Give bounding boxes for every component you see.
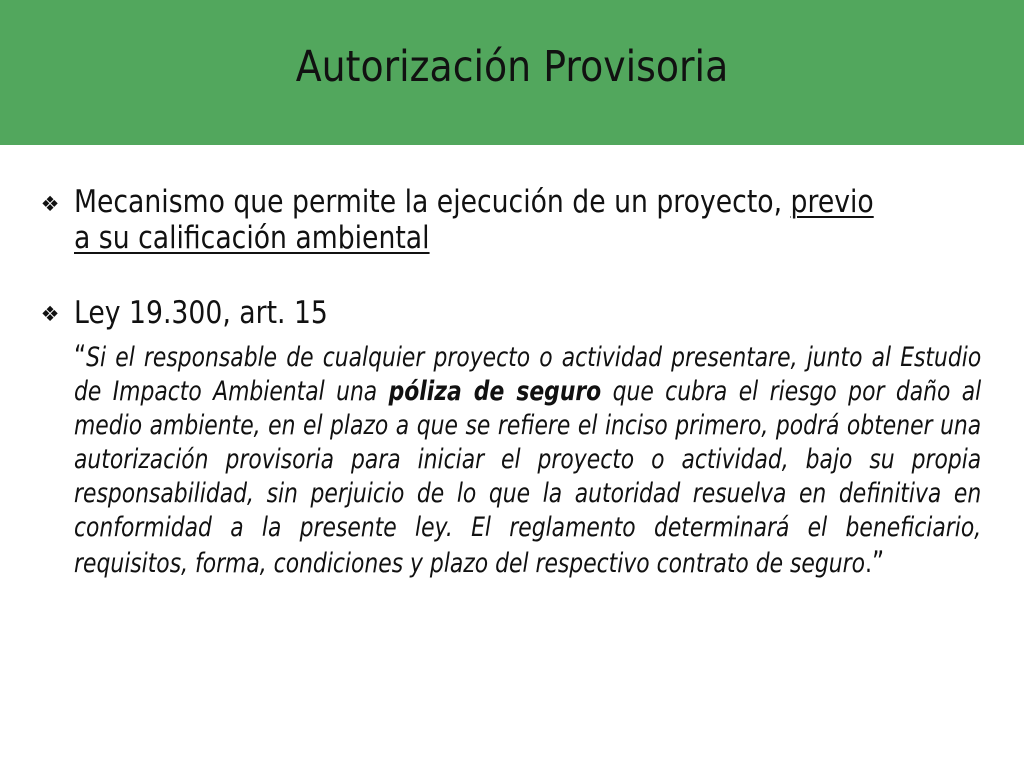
slide-title: Autorización Provisoria — [295, 42, 729, 92]
quote-end-punct: . — [865, 548, 872, 579]
quote-part-1: Si el responsable de cualquier proyecto o actividad presentare, junto al Estudio de Impacto Ambiental una — [74, 342, 982, 407]
bullet-text-1-continuation — [74, 220, 891, 256]
law-quote — [74, 339, 981, 581]
diamond-bullet-icon: ❖ — [40, 302, 60, 326]
quote-open-mark: “ — [74, 339, 87, 373]
quote-close-mark: ” — [871, 545, 885, 579]
quote-bold: póliza de seguro — [388, 376, 602, 407]
bullet-text-1-plain: Mecanismo que permite la ejecución de un proyecto, — [74, 184, 791, 220]
bullet-text-2: Ley 19.300, art. 15 — [74, 295, 328, 331]
bullet-text-1-underlined: previo — [790, 184, 874, 220]
bullet-text-1 — [74, 184, 891, 220]
bullet-text-1-underlined-2: a su calificación ambiental — [74, 220, 430, 256]
diamond-bullet-icon: ❖ — [40, 192, 60, 216]
quote-part-2: que cubra el riesgo por daño al medio ambiente, en el plazo a que se refiere el inciso primero, podrá obtener una autorización provisoria para iniciar el proyecto o actividad, bajo su propia responsabilidad, sin perjuicio de lo que la autoridad resuelva en definitiva en conformidad a la presente ley. El reglamento determinará el beneficiario, requisitos, forma, condiciones y plazo del respectivo contrato de seguro — [74, 376, 982, 579]
